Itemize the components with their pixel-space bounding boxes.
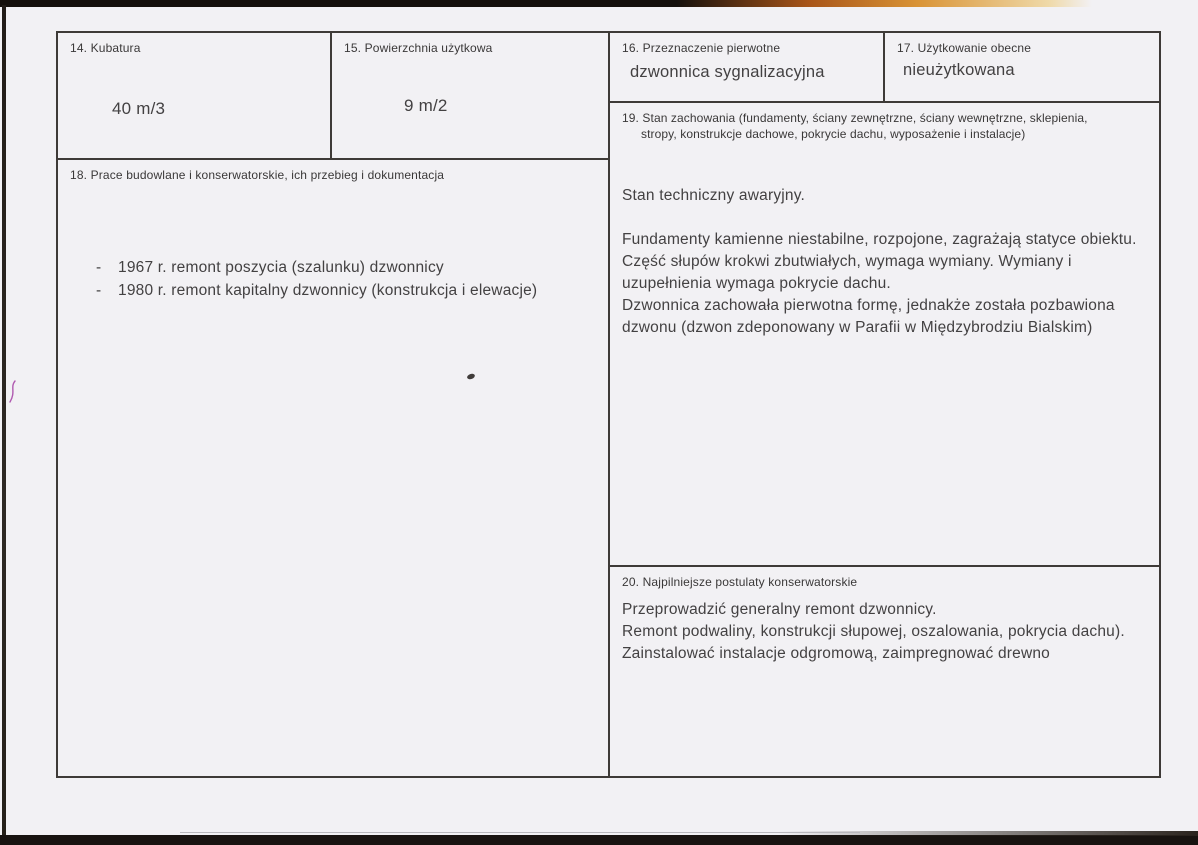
- field-19-label-line1: 19. Stan zachowania (fundamenty, ściany zewnętrzne, ściany wewnętrzne, sklepienia,: [622, 111, 1088, 125]
- field-19-label-line2: stropy, konstrukcje dachowe, pokrycie dachu, wyposażenie i instalacje): [641, 127, 1026, 141]
- field-16-label: 16. Przeznaczenie pierwotne: [622, 41, 781, 55]
- field-18-list: [96, 256, 537, 302]
- field-20-label: 20. Najpilniejsze postulaty konserwatorskie: [622, 575, 858, 589]
- list-bullet: -: [96, 282, 102, 299]
- field-15-label: 15. Powierzchnia użytkowa: [344, 41, 493, 55]
- field-19-body: [622, 185, 1150, 339]
- paragraph: Dzwonnica zachowała pierwotna formę, jednakże została pozbawiona dzwonu (dzwon zdeponowany w Parafii w Międzybrodziu Bialskim): [622, 297, 1115, 336]
- paper-edge-shadow: [180, 832, 860, 833]
- scan-edge-top: [0, 0, 1092, 7]
- field-20-postulaty: [610, 567, 1159, 776]
- field-17-value: nieużytkowana: [903, 61, 1015, 79]
- field-16-przeznaczenie: [610, 33, 883, 101]
- field-19-stan-zachowania: [610, 103, 1159, 565]
- paragraph: Fundamenty kamienne niestabilne, rozpojone, zagrażają statyce obiektu. Część słupów krokwi zbutwiałych, wymaga wymiany. Wymiany i uzupełnienia wymaga pokrycie dachu.: [622, 231, 1137, 292]
- field-18-prace-budowlane: [58, 160, 608, 776]
- scan-edge-bottom: [0, 835, 1198, 845]
- field-14-label: 14. Kubatura: [70, 41, 141, 55]
- list-item-text: 1980 r. remont kapitalny dzwonnicy (konstrukcja i elewacje): [118, 282, 538, 299]
- list-item-text: 1967 r. remont poszycia (szalunku) dzwonnicy: [118, 259, 444, 276]
- pen-mark: [6, 380, 20, 404]
- paragraph: Przeprowadzić generalny remont dzwonnicy.: [622, 601, 937, 618]
- scan-edge-left: [2, 5, 6, 838]
- list-item: [96, 279, 537, 302]
- field-16-value: dzwonnica sygnalizacyjna: [630, 63, 825, 81]
- field-14-value: 40 m/3: [112, 99, 166, 118]
- field-17-label: 17. Użytkowanie obecne: [897, 41, 1032, 55]
- paragraph: Zainstalować instalacje odgromową, zaimpregnować drewno: [622, 645, 1050, 662]
- list-item: [96, 256, 537, 279]
- field-20-body: [622, 599, 1162, 665]
- field-17-uzytkowanie: [885, 33, 1159, 101]
- paragraph: Remont podwaliny, konstrukcji słupowej, oszalowania, pokrycia dachu).: [622, 623, 1125, 640]
- field-14-kubatura: [58, 33, 330, 158]
- form-table: [56, 31, 1161, 778]
- field-15-value: 9 m/2: [404, 96, 448, 115]
- list-bullet: -: [96, 259, 102, 276]
- field-18-label: 18. Prace budowlane i konserwatorskie, ich przebieg i dokumentacja: [70, 168, 445, 182]
- field-15-powierzchnia: [332, 33, 608, 158]
- paragraph: Stan techniczny awaryjny.: [622, 187, 806, 204]
